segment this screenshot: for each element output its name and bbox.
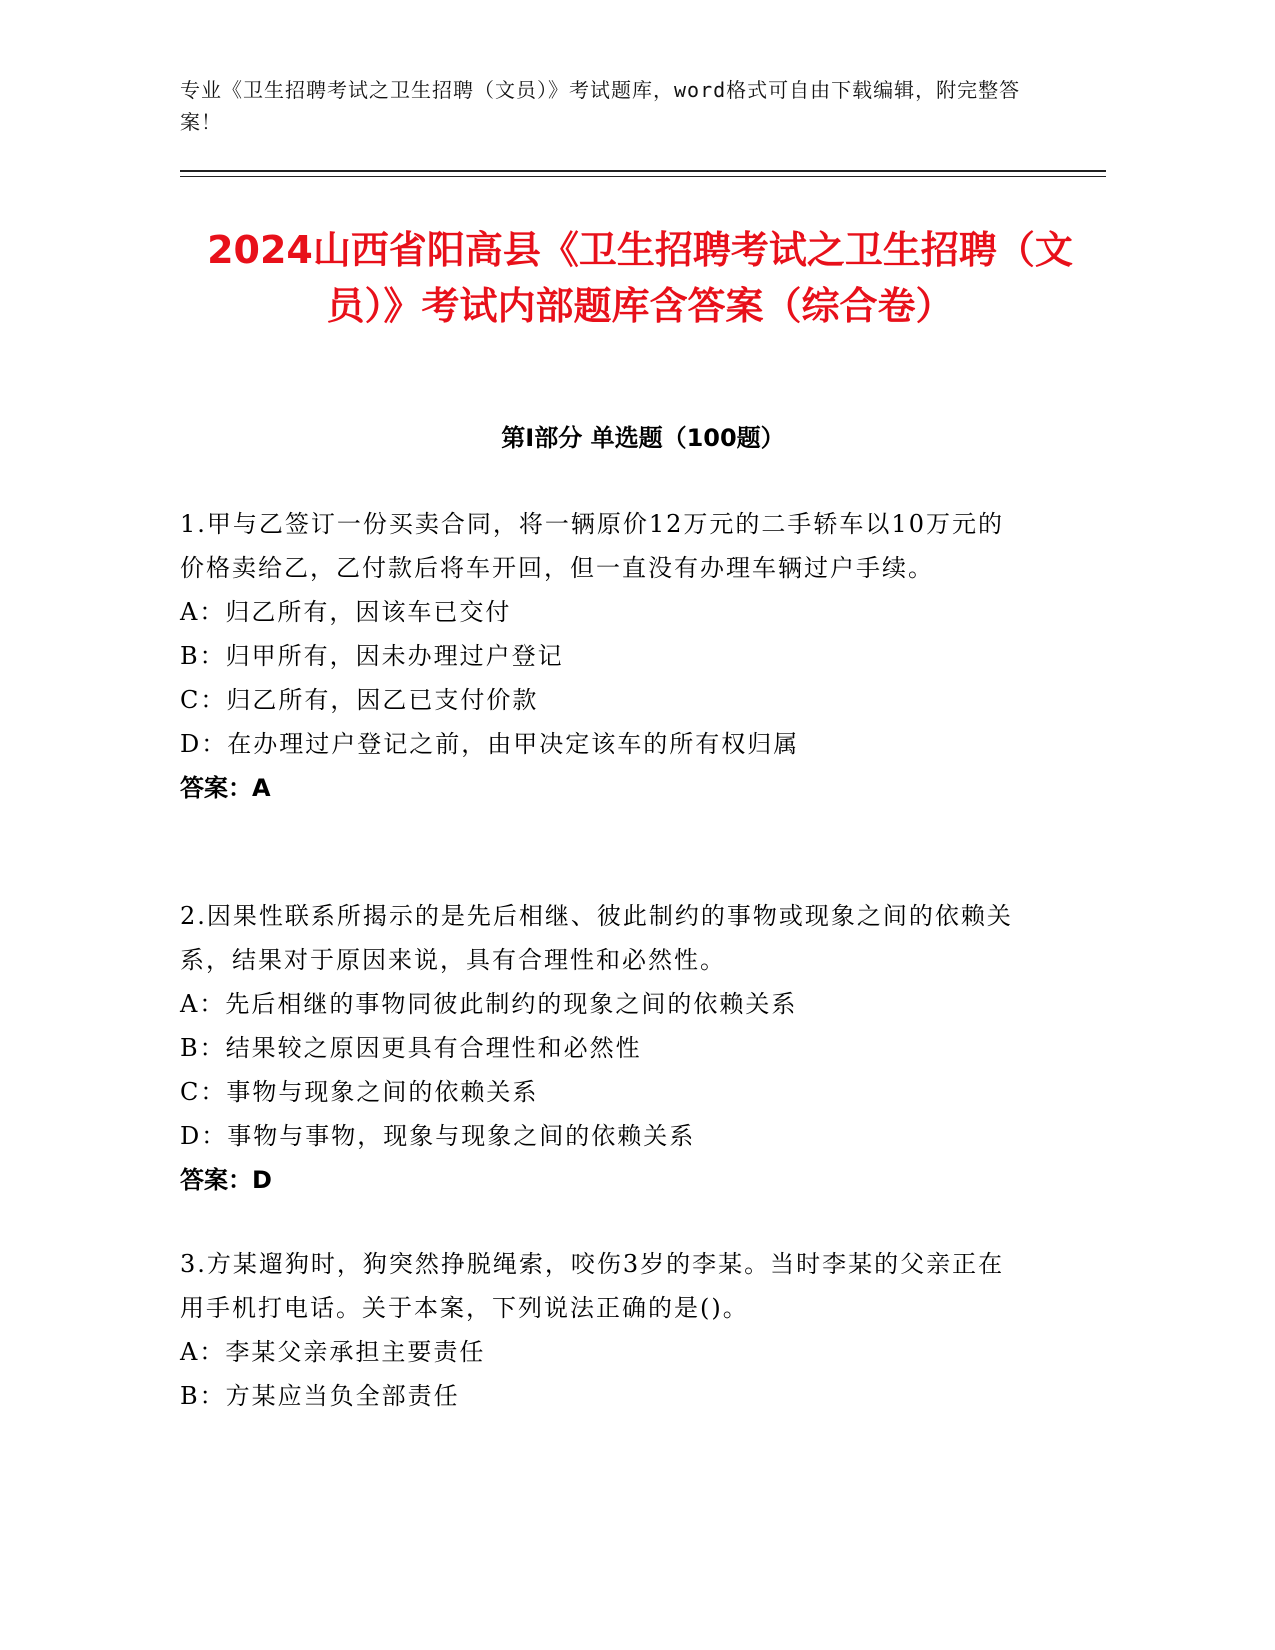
question-1 — [180, 502, 1020, 810]
option-d: D：事物与事物，现象与现象之间的依赖关系 — [180, 1122, 696, 1150]
answer: 答案：D — [180, 1166, 272, 1194]
option-b: B：结果较之原因更具有合理性和必然性 — [180, 1034, 642, 1062]
section-heading: 第I部分 单选题（100题） — [501, 424, 785, 452]
option-a: A：李某父亲承担主要责任 — [180, 1338, 486, 1366]
option-b: B：归甲所有，因未办理过户登记 — [180, 642, 564, 670]
question-stem: 1.甲与乙签订一份买卖合同，将一辆原价12万元的二手轿车以10万元的价格卖给乙，乙付款后将车开回，但一直没有办理车辆过户手续。 — [180, 510, 1004, 582]
option-d: D：在办理过户登记之前，由甲决定该车的所有权归属 — [180, 730, 800, 758]
header-rule-thick — [180, 170, 1106, 172]
header-note: 专业《卫生招聘考试之卫生招聘（文员）》考试题库，word格式可自由下载编辑，附完整答案！ — [180, 78, 1021, 134]
option-c: C：归乙所有，因乙已支付价款 — [180, 686, 539, 714]
question-stem: 3.方某遛狗时，狗突然挣脱绳索，咬伤3岁的李某。当时李某的父亲正在用手机打电话。关于本案，下列说法正确的是()。 — [180, 1250, 1005, 1322]
question-stem: 2.因果性联系所揭示的是先后相继、彼此制约的事物或现象之间的依赖关系，结果对于原因来说，具有合理性和必然性。 — [180, 902, 1013, 974]
answer: 答案：A — [180, 774, 271, 802]
option-a: A：归乙所有，因该车已交付 — [180, 598, 512, 626]
option-a: A：先后相继的事物同彼此制约的现象之间的依赖关系 — [180, 990, 798, 1018]
option-b: B：方某应当负全部责任 — [180, 1382, 460, 1410]
document-title: 2024山西省阳高县《卫生招聘考试之卫生招聘（文员）》考试内部题库含答案（综合卷） — [207, 228, 1073, 328]
question-3 — [180, 1242, 1020, 1418]
question-2 — [180, 894, 1020, 1202]
option-c: C：事物与现象之间的依赖关系 — [180, 1078, 539, 1106]
header-rule-thin — [180, 176, 1106, 177]
